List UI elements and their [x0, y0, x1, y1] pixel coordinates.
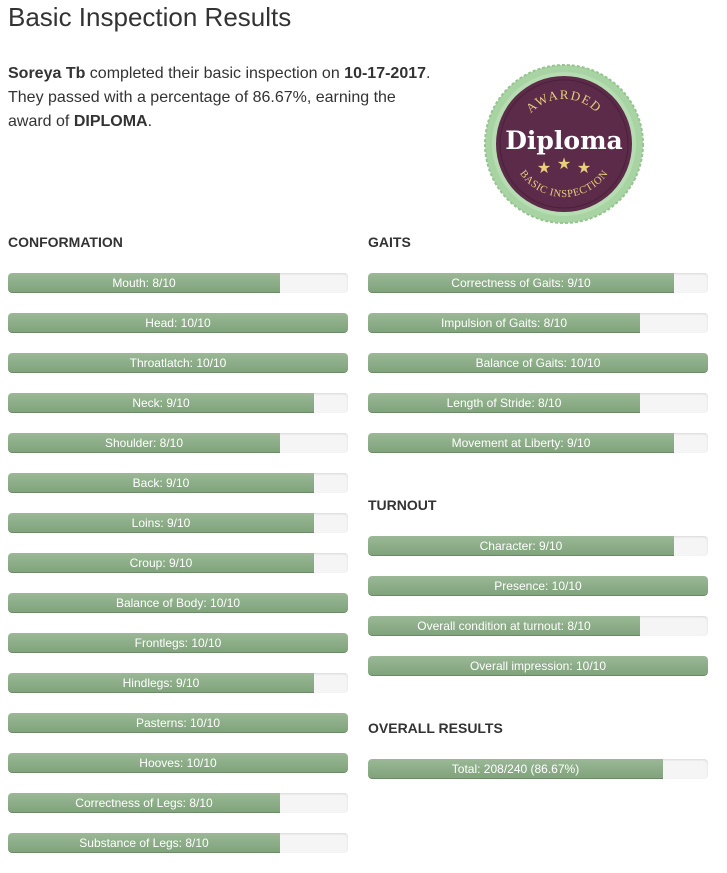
section-title-overall-results: OVERALL RESULTS: [368, 720, 503, 736]
diploma-award-badge: [483, 63, 645, 225]
score-label: Balance of Gaits: 10/10: [475, 356, 601, 370]
score-label: Correctness of Legs: 8/10: [75, 796, 213, 810]
score-progress-bar: [368, 536, 708, 556]
score-label: Back: 9/10: [132, 476, 190, 490]
score-progress-bar: [8, 713, 348, 733]
score-progress-bar: [8, 553, 348, 573]
badge-main-text: Diploma: [505, 126, 623, 155]
score-label: Correctness of Gaits: 9/10: [451, 276, 591, 290]
page-title: Basic Inspection Results: [8, 2, 292, 32]
score-label: Hindlegs: 9/10: [122, 676, 200, 690]
star-icon: ★: [556, 154, 572, 173]
star-icon: ★: [536, 158, 552, 177]
score-progress-bar: [368, 353, 708, 373]
score-progress-bar: [8, 673, 348, 693]
badge-top-text: AWARDED: [522, 86, 606, 116]
score-label: Pasterns: 10/10: [135, 716, 221, 730]
summary-text-5: .: [147, 113, 153, 130]
score-label: Croup: 9/10: [129, 556, 193, 570]
summary-text-1: completed their basic inspection on: [85, 65, 345, 82]
score-progress-bar: [8, 393, 348, 413]
score-progress-bar: [368, 616, 708, 636]
award-name: DIPLOMA: [73, 113, 148, 130]
summary-text-4: award of: [8, 113, 74, 130]
score-progress-bar: [368, 393, 708, 413]
score-label: Overall condition at turnout: 8/10: [417, 619, 591, 633]
score-label: Neck: 9/10: [132, 396, 190, 410]
summary-text-2: .: [426, 65, 431, 82]
score-label: Balance of Body: 10/10: [115, 596, 241, 610]
score-progress-bar: [368, 313, 708, 333]
turnout-list: [368, 536, 708, 696]
score-progress-bar: [368, 656, 708, 676]
score-progress-bar: [8, 833, 348, 853]
score-progress-bar: [8, 793, 348, 813]
score-label: Head: 10/10: [145, 316, 211, 330]
inspection-summary: [8, 62, 468, 134]
score-progress-bar: [8, 353, 348, 373]
overall-results-list: [368, 759, 708, 799]
score-progress-bar: [8, 313, 348, 333]
score-progress-bar: [368, 273, 708, 293]
score-progress-bar: [8, 513, 348, 533]
score-progress-bar: [8, 433, 348, 453]
score-label: Total: 208/240 (86.67%): [451, 762, 580, 776]
score-progress-bar: [368, 759, 708, 779]
score-label: Throatlatch: 10/10: [129, 356, 227, 370]
score-label: Overall impression: 10/10: [469, 659, 607, 673]
section-title-gaits: GAITS: [368, 234, 411, 250]
score-label: Frontlegs: 10/10: [134, 636, 222, 650]
score-progress-bar: [368, 433, 708, 453]
score-label: Presence: 10/10: [494, 579, 582, 593]
badge-bottom-text: BASIC INSPECTION: [517, 168, 611, 201]
score-label: Impulsion of Gaits: 8/10: [440, 316, 568, 330]
section-title-turnout: TURNOUT: [368, 497, 437, 513]
score-label: Substance of Legs: 8/10: [79, 836, 209, 850]
score-label: Hooves: 10/10: [139, 756, 217, 770]
score-label: Movement at Liberty: 9/10: [451, 436, 591, 450]
score-label: Loins: 9/10: [131, 516, 191, 530]
score-label: Shoulder: 8/10: [104, 436, 184, 450]
star-icon: ★: [576, 158, 592, 177]
score-progress-bar: [368, 576, 708, 596]
horse-name: Soreya Tb: [8, 65, 86, 82]
score-progress-bar: [8, 273, 348, 293]
gaits-list: [368, 273, 708, 473]
score-label: Character: 9/10: [479, 539, 563, 553]
score-progress-bar: [8, 633, 348, 653]
section-title-conformation: CONFORMATION: [8, 234, 123, 250]
score-label: Length of Stride: 8/10: [446, 396, 562, 410]
score-progress-bar: [8, 473, 348, 493]
score-progress-bar: [8, 753, 348, 773]
conformation-list: [8, 273, 348, 873]
inspection-date: 10-17-2017: [344, 65, 427, 82]
summary-text-3: They passed with a percentage of 86.67%, earning the: [8, 89, 396, 106]
score-label: Mouth: 8/10: [112, 276, 176, 290]
score-progress-bar: [8, 593, 348, 613]
